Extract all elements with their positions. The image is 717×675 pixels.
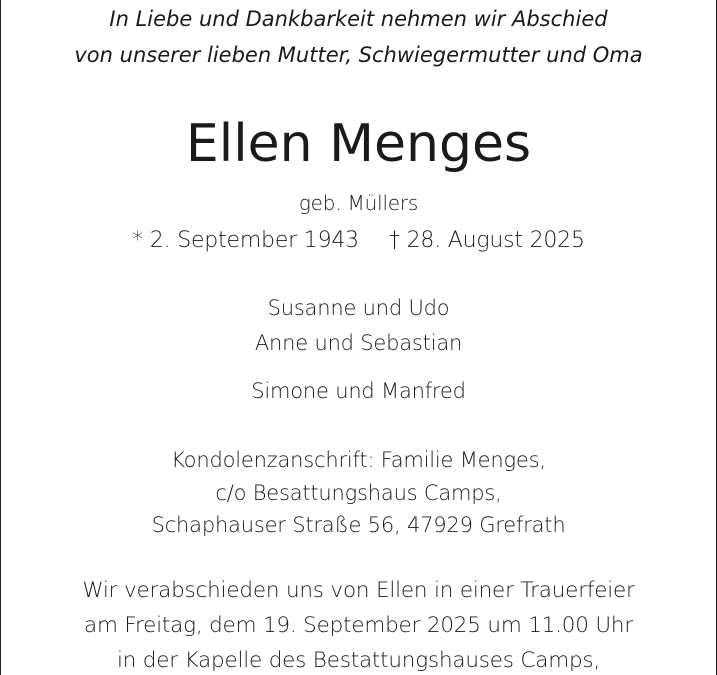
birth-name: geb. Müllers bbox=[298, 191, 419, 215]
life-dates bbox=[0, 228, 717, 253]
family-line-1: Susanne und Udo bbox=[267, 296, 450, 320]
family-line-3: Simone und Manfred bbox=[251, 379, 466, 403]
deceased-name: Ellen Menges bbox=[185, 114, 532, 174]
condolence-line-1: Kondolenzanschrift: Familie Menges, bbox=[171, 448, 546, 472]
condolence-line-2: c/o Besattungshaus Camps, bbox=[215, 481, 502, 505]
condolence-line-3: Schaphauser Straße 56, 47929 Grefrath bbox=[151, 513, 566, 537]
death-date: † 28. August 2025 bbox=[388, 228, 585, 253]
family-line-2: Anne und Sebastian bbox=[254, 331, 463, 355]
intro-line-2: von unserer lieben Mutter, Schwiegermutter und Oma bbox=[74, 43, 643, 67]
birth-date: * 2. September 1943 bbox=[132, 228, 359, 253]
ceremony-line-2: am Freitag, dem 19. September 2025 um 11.00 Uhr bbox=[84, 613, 633, 638]
ceremony-line-1: Wir verabschieden uns von Ellen in einer Trauerfeier bbox=[82, 578, 635, 603]
ceremony-line-3: in der Kapelle des Bestattungshauses Camps, bbox=[116, 648, 601, 673]
intro-line-1: In Liebe und Dankbarkeit nehmen wir Abschied bbox=[109, 7, 608, 31]
